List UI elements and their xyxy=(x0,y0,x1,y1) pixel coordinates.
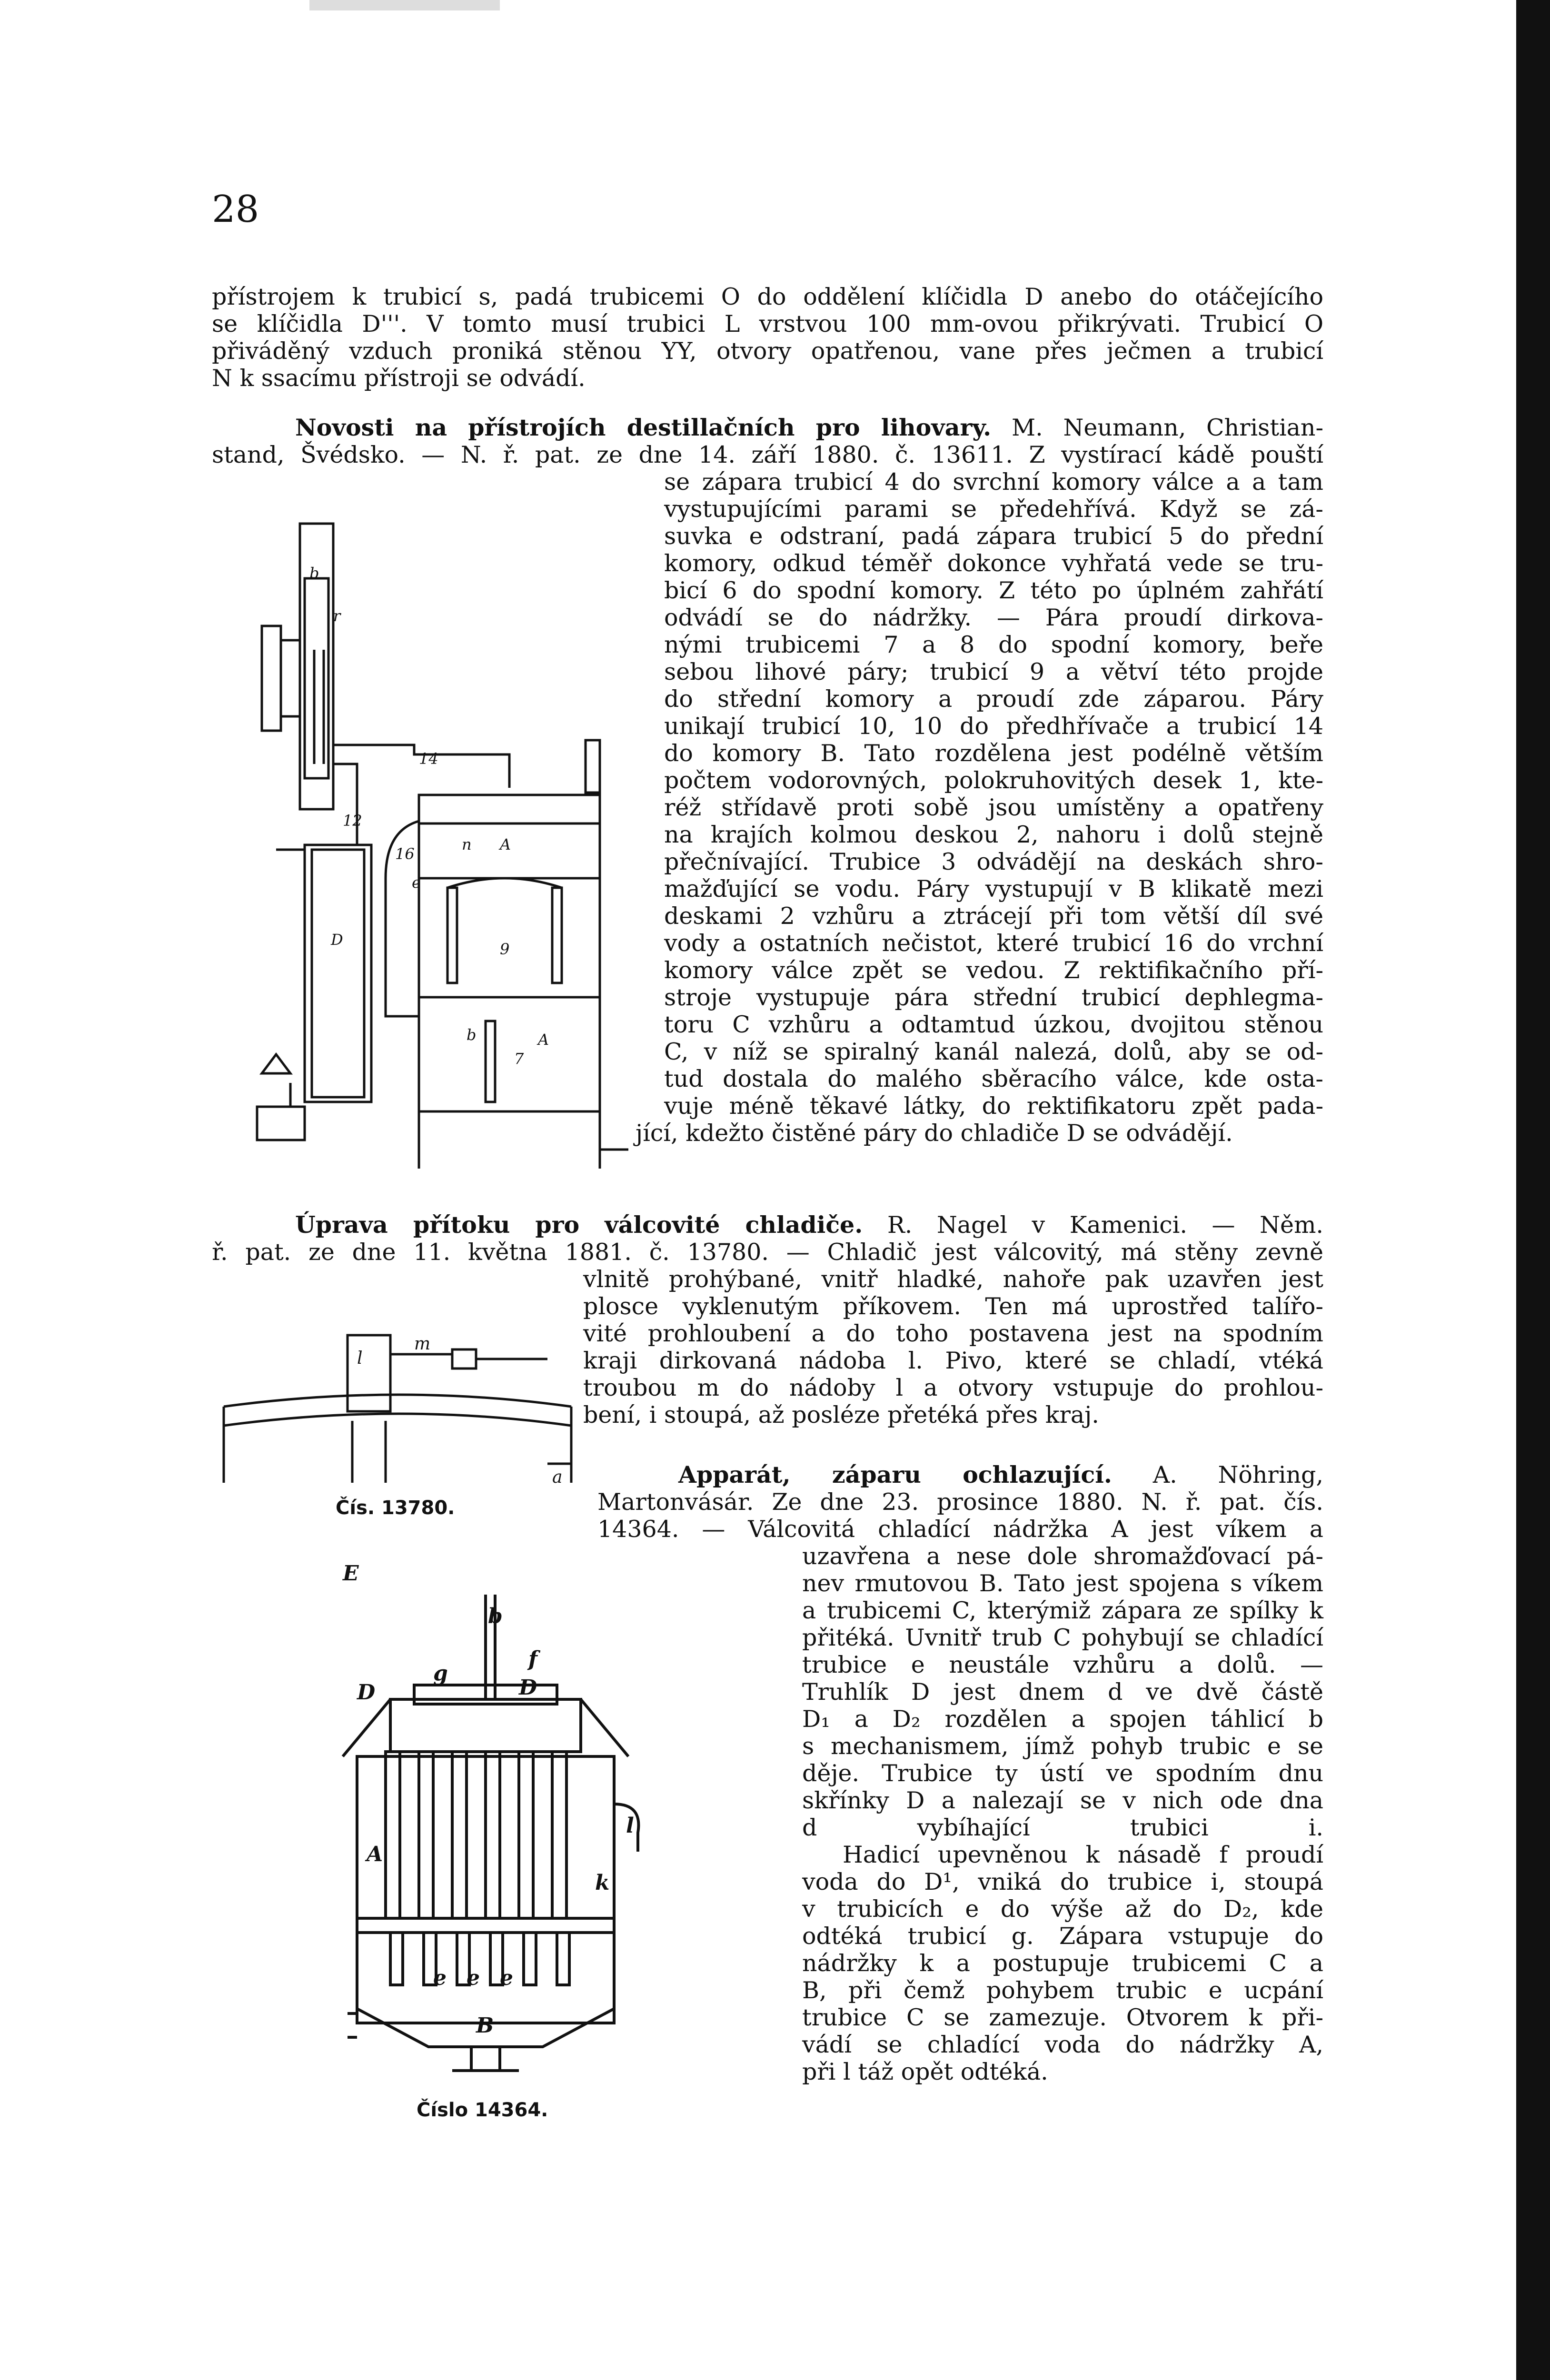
text-line: komory válce zpět se vedou. Z rektifikačního pří- xyxy=(664,957,1323,984)
section-heading-line xyxy=(295,1211,1323,1239)
figure-label: b xyxy=(467,1026,477,1044)
text-line: počtem vodorovných, polokruhovitých desek 1, kte- xyxy=(664,767,1323,794)
text-line: v trubicích e do výše až do D₂, kde xyxy=(802,1895,1323,1923)
mash-cooler-figure xyxy=(328,1557,643,2094)
section-heading-line xyxy=(678,1461,1323,1488)
text-line: do komory B. Tato rozdělena jest podélně větším xyxy=(664,740,1323,767)
text-line: 14364. — Válcovitá chladící nádržka A jest víkem a xyxy=(597,1516,1323,1543)
section-meta: A. Nöhring, xyxy=(1153,1461,1323,1488)
text-line: jící, kdežto čistěné páry do chladiče D se odvádějí. xyxy=(636,1120,1233,1147)
figure-caption: Číslo 14364. xyxy=(417,2099,548,2121)
figure-label: A xyxy=(538,1031,549,1049)
text-line: D₁ a D₂ rozdělen a spojen táhlicí b xyxy=(802,1706,1323,1733)
text-line: a trubicemi C, kterýmiž zápara ze spílky k xyxy=(802,1597,1323,1624)
text-line: přístrojem k trubicí s, padá trubicemi O do oddělení klíčidla D anebo do otáčejícího xyxy=(212,283,1323,310)
text-line: komory, odkud téměř dokonce vyhřatá vede se tru- xyxy=(664,550,1323,577)
figure-label: A xyxy=(500,835,511,853)
text-line: mažďující se vodu. Páry vystupují v B klikatě mezi xyxy=(664,875,1323,902)
figure-label: D xyxy=(519,1676,537,1700)
text-line: d vybíhající trubici i. xyxy=(802,1814,1323,1841)
text-line: réž střídavě proti sobě jsou umístěny a opatřeny xyxy=(664,794,1323,821)
figure-label: e xyxy=(433,1966,447,1990)
text-line: vuje méně těkavé látky, do rektifikatoru zpět pada- xyxy=(664,1092,1323,1120)
text-line: na krajích kolmou deskou 2, nahoru i dolů stejně xyxy=(664,821,1323,848)
figure-label: A xyxy=(367,1842,383,1866)
text-line: Truhlík D jest dnem d ve dvě částě xyxy=(802,1678,1323,1706)
text-line: stroje vystupuje pára střední trubicí dephlegma- xyxy=(664,984,1323,1011)
text-line: trubice e neustále vzhůru a dolů. — xyxy=(802,1651,1323,1678)
section-meta: M. Neumann, Christian- xyxy=(1011,414,1324,441)
text-line: plosce vyklenutým příkovem. Ten má uprostřed talířo- xyxy=(583,1293,1323,1320)
text-line: B, při čemž pohybem trubic e ucpání xyxy=(802,1977,1323,2004)
figure-label: k xyxy=(595,1871,610,1895)
figure-label: r xyxy=(333,607,341,625)
text-line: bicí 6 do spodní komory. Z této po úplném zahřátí xyxy=(664,577,1323,604)
figure-label: n xyxy=(462,835,472,853)
figure-label: l xyxy=(357,1349,363,1368)
text-line: děje. Trubice ty ústí ve spodním dnu xyxy=(802,1760,1323,1787)
section-title: Apparát, záparu ochlazující. xyxy=(678,1461,1112,1488)
text-line: ř. pat. ze dne 11. května 1881. č. 13780. — Chladič jest válcovitý, má stěny zevně xyxy=(212,1239,1323,1266)
text-line: Hadicí upevněnou k násadě f proudí xyxy=(843,1841,1323,1868)
section-title: Novosti na přístrojích destillačních pro lihovary. xyxy=(295,414,992,441)
text-line: N k ssacímu přístroji se odvádí. xyxy=(212,365,586,392)
text-line: do střední komory a proudí zde záparou. Páry xyxy=(664,685,1323,713)
text-line: toru C vzhůru a odtamtud úzkou, dvojitou stěnou xyxy=(664,1011,1323,1038)
text-line: unikají trubicí 10, 10 do předhřívače a trubicí 14 xyxy=(664,713,1323,740)
distillation-apparatus-figure xyxy=(248,516,628,1169)
text-line: Martonvásár. Ze dne 23. prosince 1880. N. ř. pat. čís. xyxy=(597,1488,1323,1516)
text-line: bení, i stoupá, až posléze přetéká přes kraj. xyxy=(583,1401,1099,1428)
figure-label: e xyxy=(500,1966,513,1990)
figure-label: D xyxy=(357,1680,376,1705)
text-line: uzavřena a nese dole shromažďovací pá- xyxy=(802,1543,1323,1570)
text-line: nev rmutovou B. Tato jest spojena s víkem xyxy=(802,1570,1323,1597)
scan-edge-top xyxy=(309,0,500,10)
figure-caption: Čís. 13780. xyxy=(336,1497,455,1519)
text-line: odvádí se do nádržky. — Pára proudí dirkova- xyxy=(664,604,1323,631)
text-line: vody a ostatních nečistot, které trubicí 16 do vrchní xyxy=(664,930,1323,957)
cooler-inlet-figure xyxy=(219,1307,581,1497)
figure-label: f xyxy=(528,1647,537,1671)
text-line: se klíčidla D'''. V tomto musí trubici L vrstvou 100 mm-ovou přikrývati. Trubicí O xyxy=(212,310,1323,337)
text-line: tud dostala do malého sběracího válce, kde osta- xyxy=(664,1065,1323,1092)
text-line: přitéká. Uvnitř trub C pohybují se chladící xyxy=(802,1624,1323,1651)
figure-label: e xyxy=(467,1966,480,1990)
cooler-diagram xyxy=(219,1307,581,1497)
figure-label: b xyxy=(488,1604,503,1628)
text-line: při l táž opět odtéká. xyxy=(802,2058,1048,2085)
figure-label: 7 xyxy=(514,1050,524,1068)
text-line: kraji dirkovaná nádoba l. Pivo, které se chladí, vtéká xyxy=(583,1347,1323,1374)
figure-label: 9 xyxy=(500,940,510,958)
scan-edge-right xyxy=(1516,0,1550,2380)
figure-label: b xyxy=(309,564,319,582)
figure-label: l xyxy=(626,1814,634,1838)
figure-label: D xyxy=(331,931,343,949)
text-line: vystupujícími parami se předehřívá. Když se zá- xyxy=(664,496,1323,523)
text-line: deskami 2 vzhůru a ztrácejí při tom větší díl své xyxy=(664,902,1323,930)
figure-label: 16 xyxy=(395,845,415,863)
figure-label: 12 xyxy=(343,812,362,830)
text-line: se zápara trubicí 4 do svrchní komory válce a a tam xyxy=(664,468,1323,496)
text-line: přiváděný vzduch proniká stěnou YY, otvory opatřenou, vane přes ječmen a trubicí xyxy=(212,337,1323,365)
figure-label: m xyxy=(414,1334,431,1354)
text-line: vité prohloubení a do toho postavena jest na spodním xyxy=(583,1320,1323,1347)
text-line: suvka e odstraní, padá zápara trubicí 5 do přední xyxy=(664,523,1323,550)
figure-label: g xyxy=(433,1661,448,1686)
page-number: 28 xyxy=(212,188,259,231)
text-line: sebou lihové páry; trubicí 9 a větví této projde xyxy=(664,658,1323,685)
text-line: nými trubicemi 7 a 8 do spodní komory, beře xyxy=(664,631,1323,658)
section-meta: R. Nagel v Kamenici. — Něm. xyxy=(887,1211,1323,1239)
text-line: voda do D¹, vniká do trubice i, stoupá xyxy=(802,1868,1323,1895)
text-line: C, v níž se spiralný kanál nalezá, dolů, aby se od- xyxy=(664,1038,1323,1065)
text-line: vádí se chladící voda do nádržky A, xyxy=(802,2031,1323,2058)
section-heading-line xyxy=(295,414,1323,441)
text-line: trubice C se zamezuje. Otvorem k při- xyxy=(802,2004,1323,2031)
mash-cooler-diagram xyxy=(328,1557,643,2094)
text-line: nádržky k a postupuje trubicemi C a xyxy=(802,1950,1323,1977)
text-line: s mechanismem, jímž pohyb trubic e se xyxy=(802,1733,1323,1760)
text-line: vlnitě prohýbané, vnitř hladké, nahoře pak uzavřen jest xyxy=(583,1266,1323,1293)
section-title: Úprava přítoku pro válcovité chladiče. xyxy=(295,1211,863,1239)
distillation-diagram xyxy=(248,516,628,1169)
figure-label: 14 xyxy=(419,750,438,768)
text-line: stand, Švédsko. — N. ř. pat. ze dne 14. září 1880. č. 13611. Z vystírací kádě pouští xyxy=(212,441,1323,468)
text-line: skřínky D a nalezají se v nich ode dna xyxy=(802,1787,1323,1814)
figure-label: B xyxy=(476,2013,494,2038)
figure-label: E xyxy=(343,1561,359,1586)
text-line: přečnívající. Trubice 3 odvádějí na deskách shro- xyxy=(664,848,1323,875)
figure-label: e xyxy=(412,873,421,892)
text-line: troubou m do nádoby l a otvory vstupuje do prohlou- xyxy=(583,1374,1323,1401)
figure-label: a xyxy=(552,1468,563,1487)
text-line: odtéká trubicí g. Zápara vstupuje do xyxy=(802,1923,1323,1950)
